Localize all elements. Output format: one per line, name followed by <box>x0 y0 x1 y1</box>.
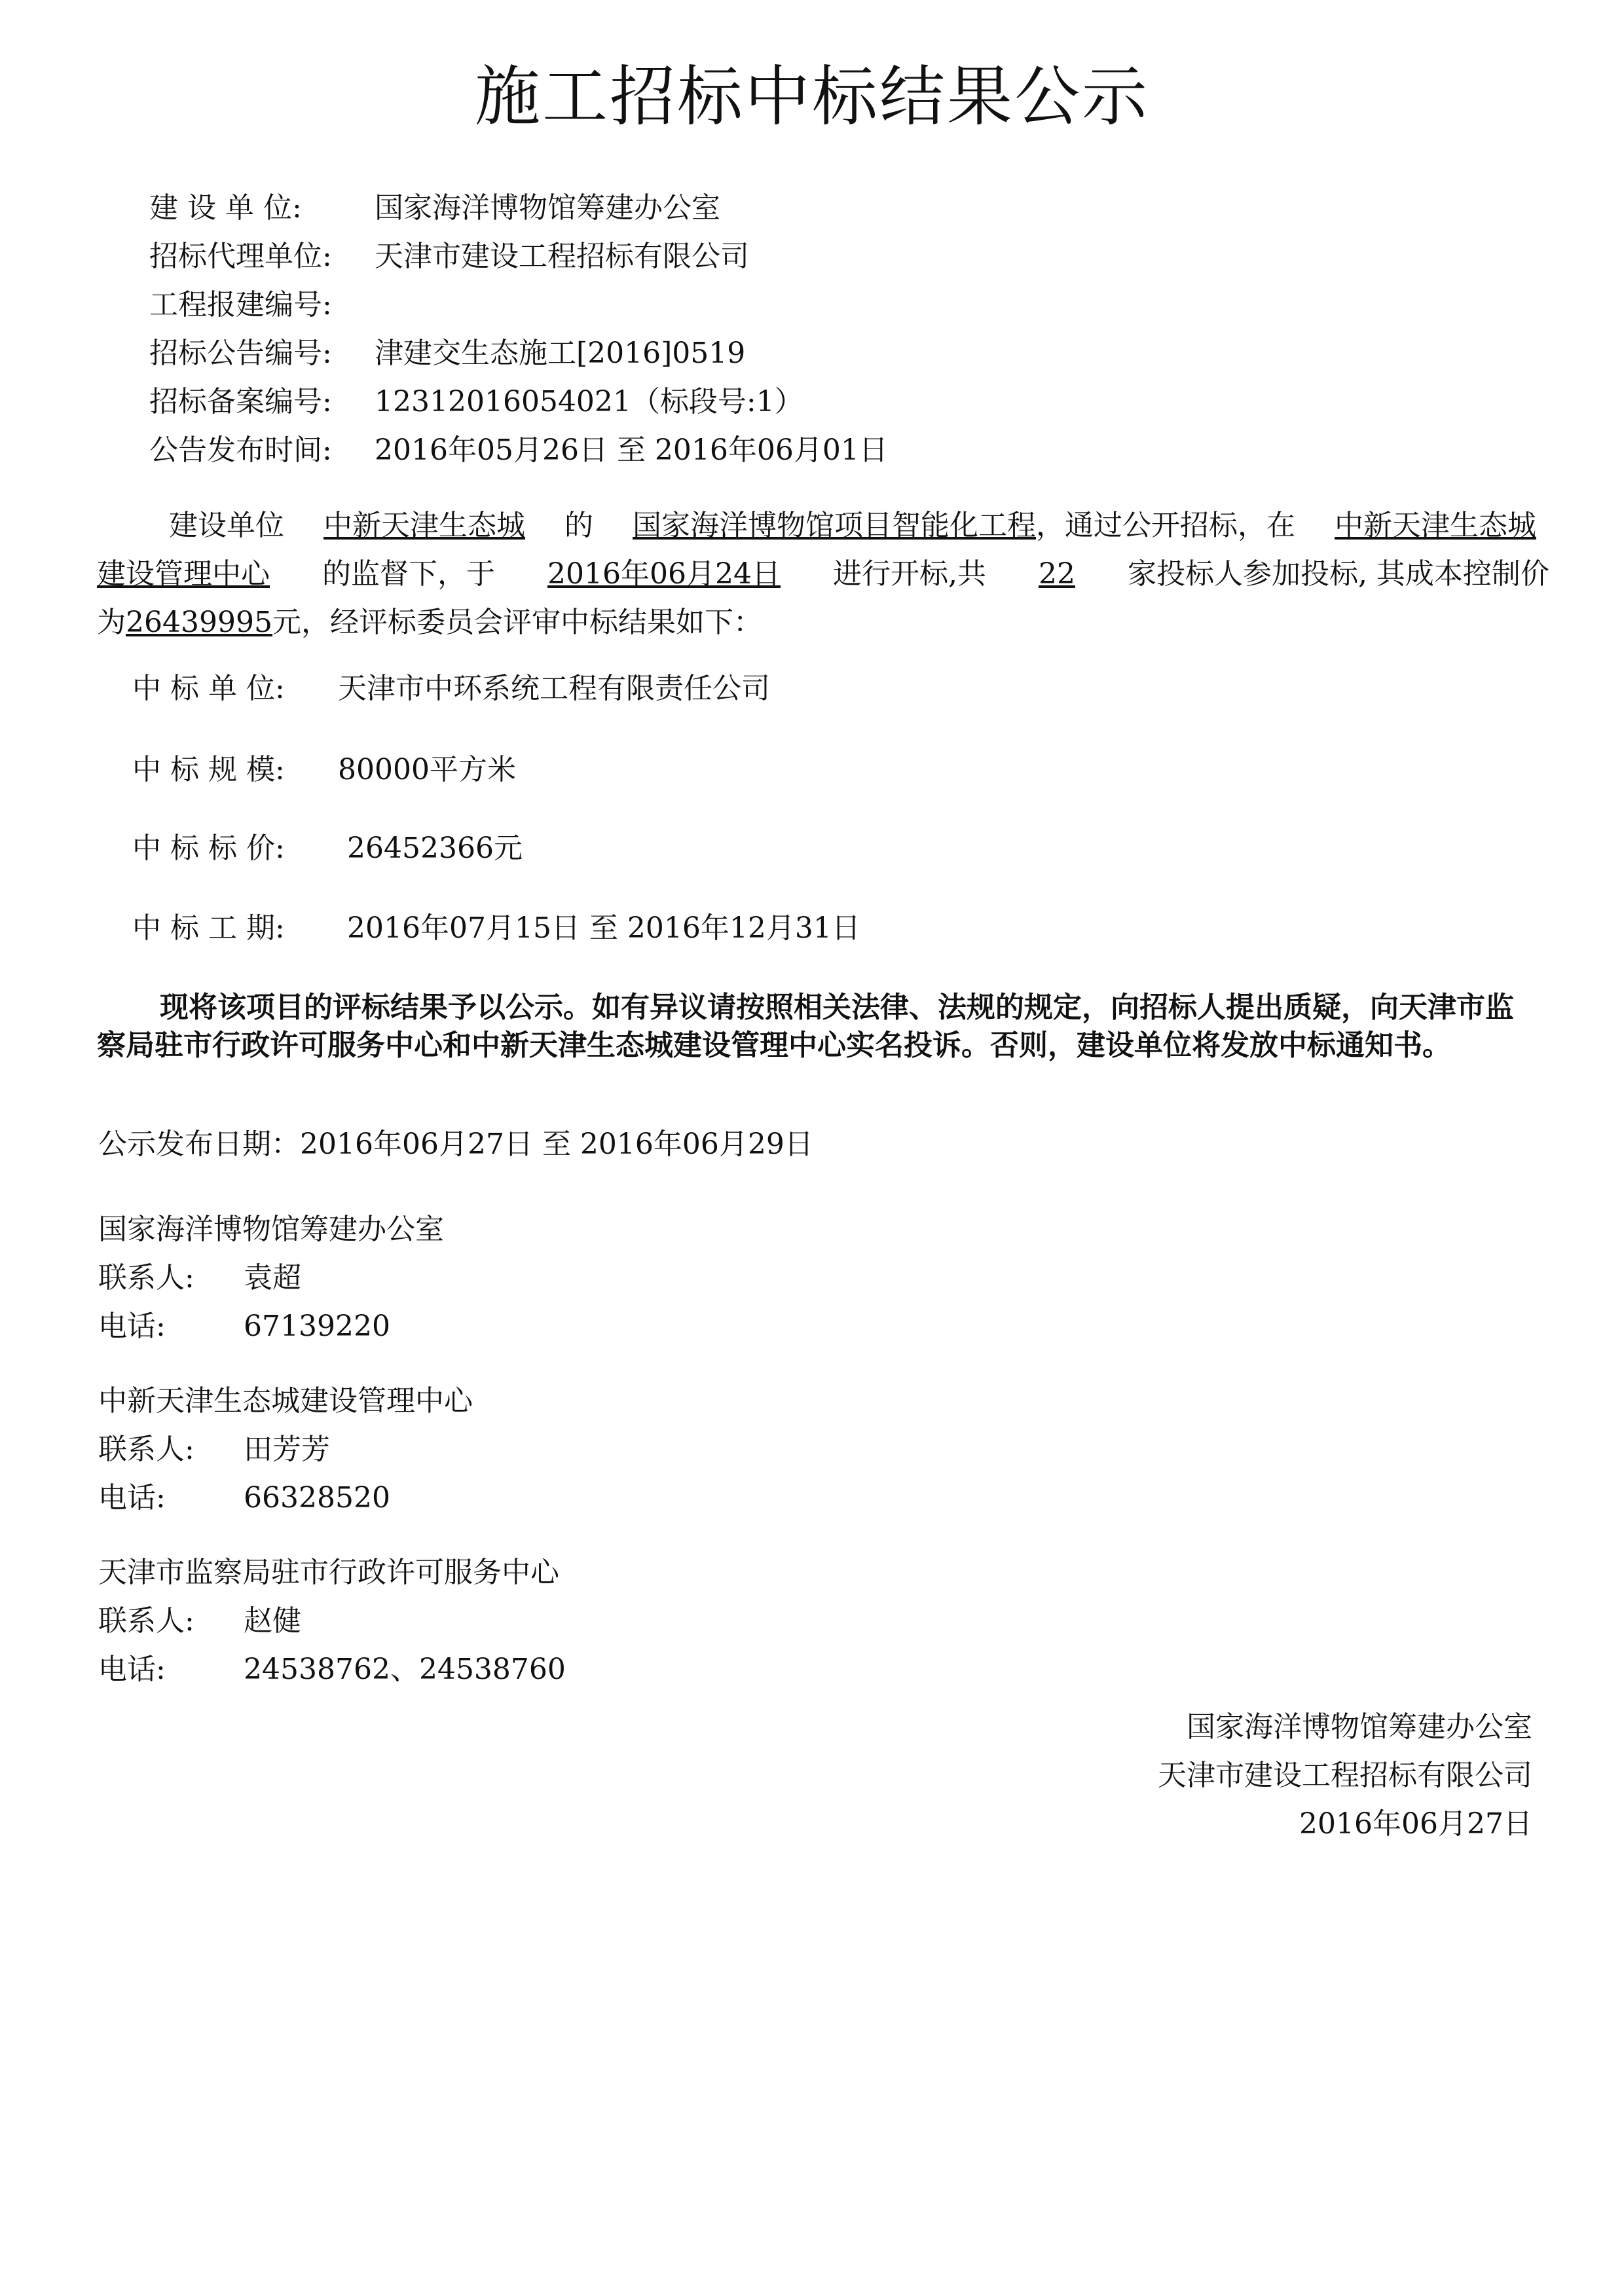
info-label: 招标公告编号: <box>149 337 332 370</box>
contact-phone-label: 电话: <box>98 1481 166 1515</box>
notice-paragraph: 现将该项目的评标结果予以公示。如有异议请按照相关法律、法规的规定，向招标人提出质疑，向天津市监察局驻市行政许可服务中心和中新天津生态城建设管理中心实名投诉。否则，建设单位将发放中标通知书。 <box>97 991 1514 1062</box>
contact-person-row <box>98 1430 330 1469</box>
intro-text: 的监督下，于 <box>322 557 495 591</box>
intro-text: 的 <box>564 509 593 542</box>
contact-person-row <box>98 1258 301 1298</box>
signature-org-2: 天津市建设工程招标有限公司 <box>1158 1759 1532 1792</box>
info-value: 津建交生态施工[2016]0519 <box>375 337 746 370</box>
contact-person-row <box>98 1602 301 1641</box>
info-row-record-code <box>149 382 803 422</box>
info-label: 工程报建编号: <box>149 288 332 321</box>
intro-text: 家投标人参加投标, 其成本控制价为 <box>97 557 1549 639</box>
contact-phone-row <box>98 1650 566 1689</box>
intro-text: 建设单位 <box>169 509 284 542</box>
award-row-scale <box>132 750 516 790</box>
supervisor: 中新天津生态城建设管理中心 <box>97 509 1536 591</box>
contact-phone: 24538762、24538760 <box>244 1653 566 1686</box>
award-row-price <box>132 829 523 868</box>
bidder-count: 22 <box>1038 557 1075 591</box>
info-label: 招标代理单位: <box>149 240 332 273</box>
contact-org: 天津市监察局驻市行政许可服务中心 <box>98 1556 559 1589</box>
contact-phone: 67139220 <box>244 1310 390 1343</box>
contact-person-label: 联系人: <box>98 1433 194 1466</box>
signature-org-1: 国家海洋博物馆筹建办公室 <box>1187 1710 1532 1744</box>
intro-text: 进行开标,共 <box>832 557 986 591</box>
contact-phone-row <box>98 1478 390 1518</box>
contact-org: 中新天津生态城建设管理中心 <box>98 1384 473 1418</box>
info-value: 天津市建设工程招标有限公司 <box>375 240 749 273</box>
info-row-agent <box>149 237 749 276</box>
publish-date-line: 公示发布日期：2016年06月27日 至 2016年06月29日 <box>98 1128 813 1161</box>
contact-org: 国家海洋博物馆筹建办公室 <box>98 1213 444 1246</box>
intro-text: 元，经评标委员会评审中标结果如下： <box>272 606 762 639</box>
info-row-publish-time <box>149 431 888 470</box>
award-value: 天津市中环系统工程有限责任公司 <box>338 672 770 705</box>
award-row-period <box>132 909 860 948</box>
award-label: 中 标 标 价: <box>132 832 285 865</box>
open-date: 2016年06月24日 <box>547 557 781 591</box>
award-value: 80000平方米 <box>338 753 516 786</box>
contact-person-label: 联系人: <box>98 1261 194 1294</box>
project-name: 国家海洋博物馆项目智能化工程 <box>633 509 1036 542</box>
signature-date: 2016年06月27日 <box>1299 1807 1532 1841</box>
contact-phone-label: 电话: <box>98 1310 166 1343</box>
info-row-project-code <box>149 285 375 325</box>
info-row-notice-code <box>149 334 745 373</box>
award-label: 中 标 单 位: <box>132 672 285 705</box>
contact-phone-label: 电话: <box>98 1653 166 1686</box>
info-value: 国家海洋博物馆筹建办公室 <box>375 191 720 225</box>
award-label: 中 标 规 模: <box>132 753 285 786</box>
intro-paragraph <box>97 502 1557 647</box>
page-title: 施工招标中标结果公示 <box>475 58 1149 135</box>
award-value: 26452366元 <box>338 832 523 865</box>
contact-person: 赵健 <box>244 1604 301 1638</box>
cost-limit: 26439995 <box>126 606 272 639</box>
award-row-winner <box>132 669 770 708</box>
contact-person-label: 联系人: <box>98 1604 194 1638</box>
intro-text: ，通过公开招标，在 <box>1036 509 1295 542</box>
info-label: 建 设 单 位: <box>149 191 302 225</box>
contact-person: 田芳芳 <box>244 1433 330 1466</box>
info-value: 12312016054021（标段号:1） <box>375 385 803 418</box>
contact-phone: 66328520 <box>244 1481 390 1515</box>
contact-person: 袁超 <box>244 1261 301 1294</box>
contact-phone-row <box>98 1307 390 1346</box>
owner-area: 中新天津生态城 <box>323 509 525 542</box>
info-row-owner <box>149 189 720 228</box>
award-label: 中 标 工 期: <box>132 911 285 945</box>
info-label: 招标备案编号: <box>149 385 332 418</box>
info-value: 2016年05月26日 至 2016年06月01日 <box>375 433 888 467</box>
award-value: 2016年07月15日 至 2016年12月31日 <box>338 911 860 945</box>
info-label: 公告发布时间: <box>149 433 332 467</box>
